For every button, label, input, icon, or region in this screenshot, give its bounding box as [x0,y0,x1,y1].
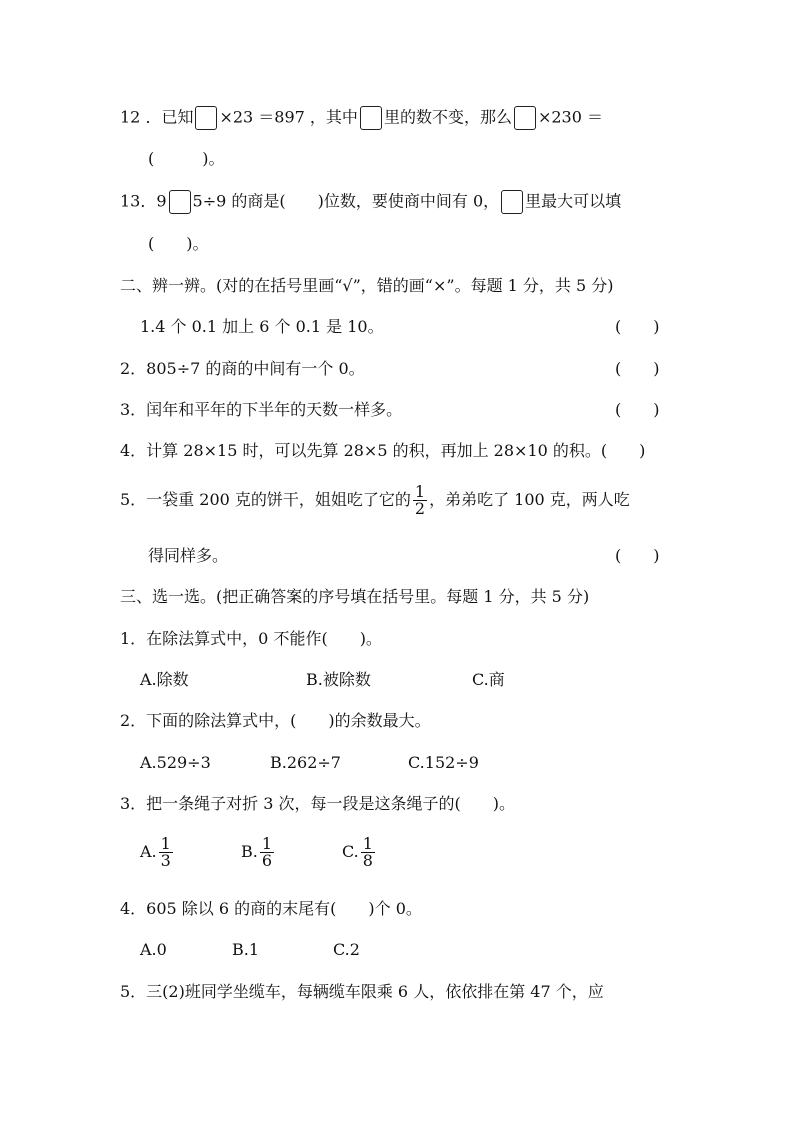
choice-3-option-a[interactable] [140,836,175,869]
answer-box[interactable] [195,106,217,130]
answer-box[interactable] [360,106,382,130]
choice-question-3: 3．把一条绳子对折 3 次，每一段是这条绳子的( )。 [120,794,516,813]
judge-item-5-line2: 得同样多。 [148,546,229,565]
fraction-denominator: 6 [261,851,273,870]
q12-text-c: 里的数不变，那么 [383,107,512,127]
q13-text-c: 里最大可以填 [525,191,622,211]
fraction-numerator: 1 [160,834,171,853]
section-3-heading: 三、选一选。(把正确答案的序号填在括号里。每题 1 分，共 5 分) [120,587,590,606]
q12-text-a: 12 ．已知 [120,107,194,127]
judge-item-2: 2．805÷7 的商的中间有一个 0。 [120,359,365,378]
choice-question-2: 2．下面的除法算式中，( )的余数最大。 [120,711,431,730]
judge-item-5-text-a: 5．一袋重 200 克的饼干，姐姐吃了它的 [120,490,411,509]
fraction-one-third [159,836,173,869]
q13-text-a: 13．9 [120,191,167,211]
choice-2-option-a[interactable]: A.529÷3 [140,753,211,772]
fraction-denominator: 8 [362,851,373,870]
question-12-line2: ( )。 [148,149,225,168]
fraction-denominator: 2 [414,499,426,518]
choice-1-option-c[interactable]: C.商 [472,670,505,689]
choice-3-option-c[interactable] [342,836,377,869]
fraction-numerator: 1 [362,834,373,853]
option-label: C. [342,842,359,861]
q13-text-b: 5÷9 的商是( )位数，要使商中间有 0， [192,191,500,211]
choice-4-option-a[interactable]: A.0 [140,940,167,959]
choice-question-4: 4．605 除以 6 的商的末尾有( )个 0。 [120,899,422,918]
choice-1-option-a[interactable]: A.除数 [140,670,189,689]
choice-4-option-b[interactable]: B.1 [232,940,260,959]
question-13-line2: ( )。 [148,234,209,253]
q12-text-d: ×230 ＝ [537,107,603,127]
section-2-heading: 二、辨一辨。(对的在括号里画“√”，错的画“×”。每题 1 分，共 5 分) [120,276,614,295]
choice-2-option-b[interactable]: B.262÷7 [270,753,341,772]
judge-answer-5[interactable]: ( ) [615,546,660,565]
choice-question-5: 5．三(2)班同学坐缆车，每辆缆车限乘 6 人，依依排在第 47 个，应 [120,982,604,1001]
question-13-line1 [120,190,621,214]
answer-box[interactable] [501,190,523,214]
fraction-one-sixth [260,836,274,869]
choice-4-option-c[interactable]: C.2 [333,940,360,959]
answer-box[interactable] [514,106,536,130]
judge-item-3: 3．闰年和平年的下半年的天数一样多。 [120,400,403,419]
choice-question-1: 1．在除法算式中，0 不能作( )。 [120,629,382,648]
choice-2-option-c[interactable]: C.152÷9 [408,753,479,772]
fraction-denominator: 3 [160,851,171,870]
judge-item-5-text-b: ，弟弟吃了 100 克，两人吃 [429,490,630,509]
fraction-one-half [413,484,427,517]
judge-answer-3[interactable]: ( ) [615,400,660,419]
judge-answer-1[interactable]: ( ) [615,317,660,336]
option-label: A. [140,842,157,861]
option-label: B. [241,842,258,861]
judge-item-4: 4．计算 28×15 时，可以先算 28×5 的积，再加上 28×10 的积。( ) [120,441,646,460]
question-12-line1 [120,106,603,130]
choice-1-option-b[interactable]: B.被除数 [306,670,371,689]
fraction-numerator: 1 [414,482,426,501]
fraction-numerator: 1 [261,834,273,853]
answer-box[interactable] [169,190,191,214]
judge-item-1: 1.4 个 0.1 加上 6 个 0.1 是 10。 [140,317,384,336]
judge-item-5-line1 [120,484,630,517]
q12-text-b: ×23 ＝897 ，其中 [219,107,358,127]
choice-3-option-b[interactable] [241,836,276,869]
fraction-one-eighth [361,836,375,869]
judge-answer-2[interactable]: ( ) [615,359,660,378]
